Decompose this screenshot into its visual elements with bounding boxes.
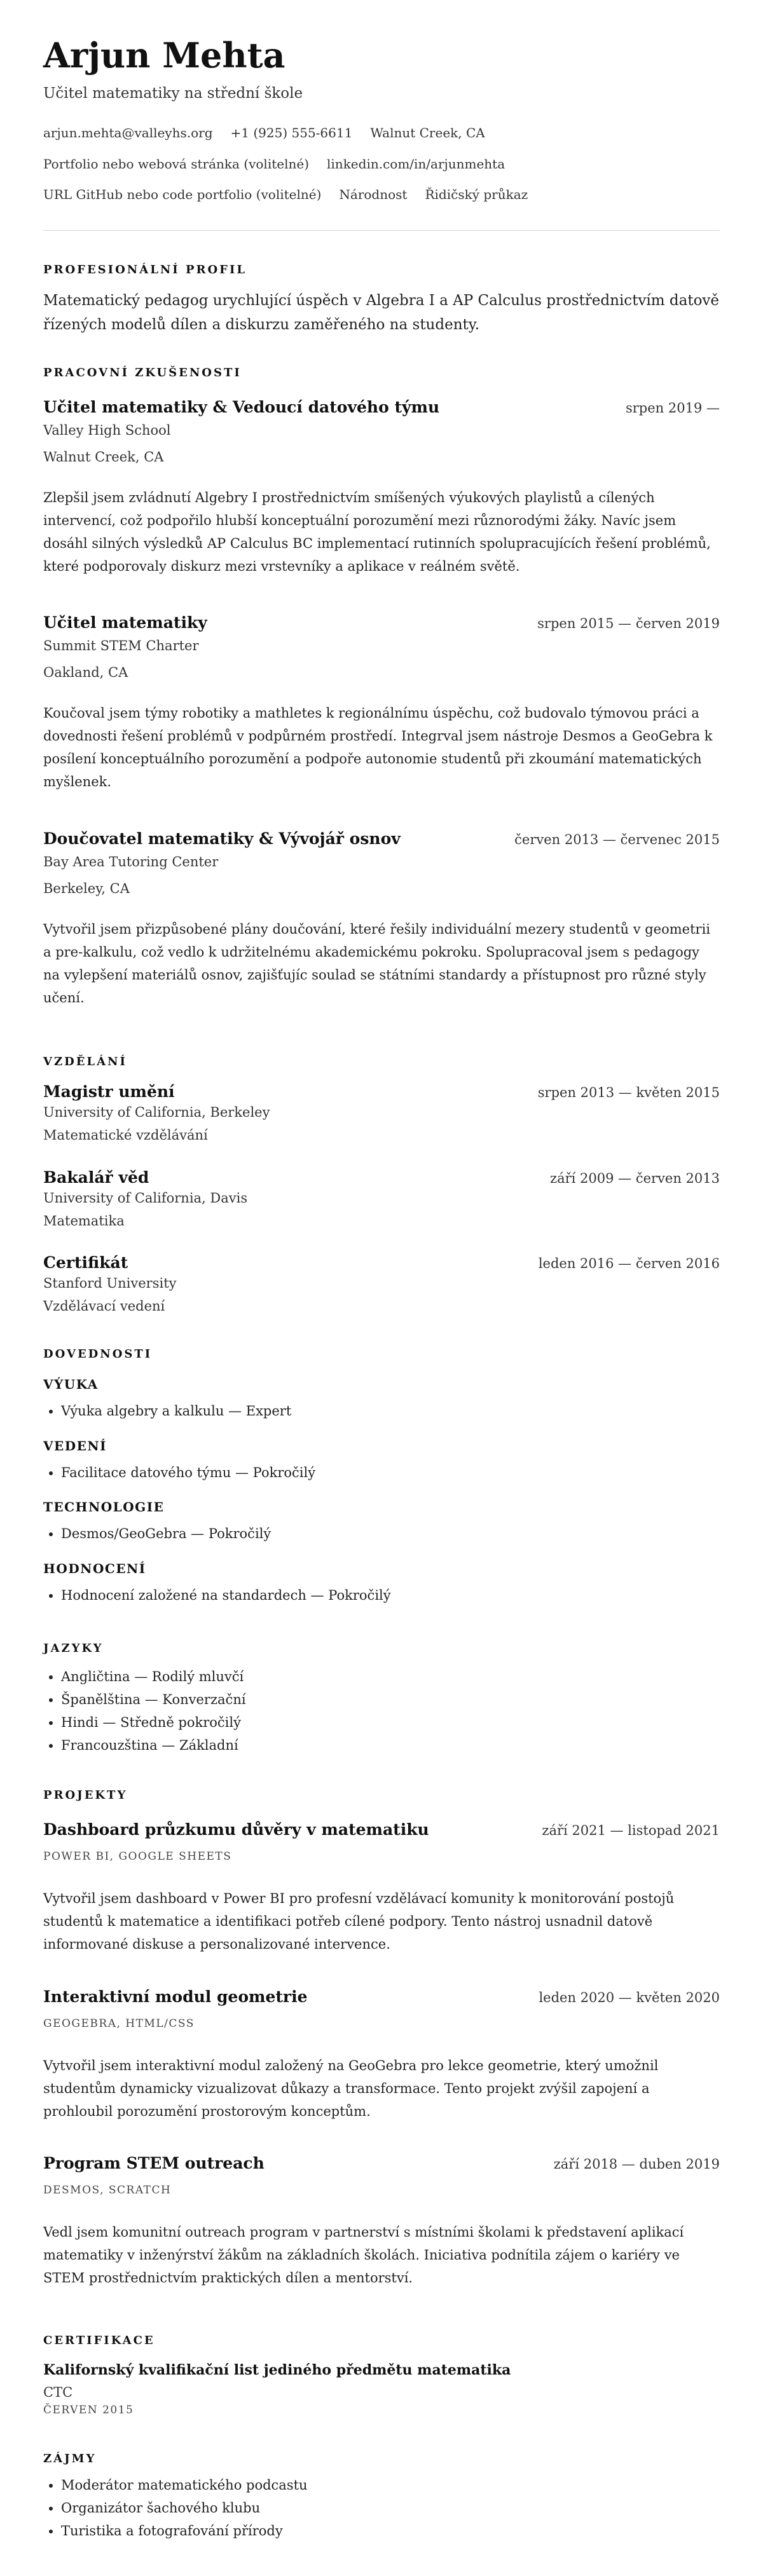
degree-field: Matematické vzdělávání	[43, 1128, 208, 1143]
license-text: Řidičský průkaz	[425, 187, 528, 202]
candidate-name: Arjun Mehta	[43, 35, 285, 76]
job-description: Zlepšil jsem zvládnutí Algebry I prostřednictvím smíšených výukových playlistů a cílených intervencí, což podpořilo hlubší konceptuální porozumění mezi různorodými žáky. Navíc jsem dosáhl silných výsledků AP Calculus BC implementací rutinních spolupracujících řešení problémů, které podporovaly diskurz mezi vrstevníky a aplikace v reálném světě.	[43, 490, 711, 574]
experience-item	[43, 613, 720, 793]
contact-row-3	[43, 187, 720, 202]
interest-item: • Organizátor šachového klubu	[61, 2497, 720, 2519]
skill-category: VEDENÍ	[43, 1438, 107, 1454]
project-date: leden 2020 — květen 2020	[539, 1990, 720, 2005]
certification-date: ČERVEN 2015	[43, 2404, 134, 2416]
project-title: Program STEM outreach	[43, 2154, 265, 2172]
language-item: • Angličtina — Rodilý mluvčí	[61, 1665, 720, 1688]
skill-group	[43, 1499, 720, 1545]
job-date: červen 2013 — červenec 2015	[514, 832, 720, 847]
contact-row-2	[43, 156, 720, 172]
profile-section-title: PROFESIONÁLNÍ PROFIL	[43, 263, 247, 276]
experience-section-title: PRACOVNÍ ZKUŠENOSTI	[43, 366, 242, 379]
job-title: Učitel matematiky	[43, 613, 207, 632]
experience-item	[43, 398, 720, 578]
education-item	[43, 1168, 720, 1229]
degree-title: Certifikát	[43, 1253, 128, 1272]
project-item	[43, 1987, 720, 2123]
degree-title: Magistr umění	[43, 1082, 175, 1101]
languages-section-title: JAZYKY	[43, 1642, 104, 1655]
degree-school: University of California, Berkeley	[43, 1105, 270, 1120]
project-description: Vytvořil jsem dashboard v Power BI pro profesní vzdělávací komunity k monitorování postojů studentů k matematice a identifikaci potřeb cílené podpory. Tento nástroj usnadnil datově informované diskuse a personalizované intervence.	[43, 1891, 675, 1952]
education-item	[43, 1253, 720, 1314]
nationality-text: Národnost	[339, 187, 408, 202]
project-tech: GEOGEBRA, HTML/CSS	[43, 2017, 195, 2030]
job-title: Doučovatel matematiky & Vývojář osnov	[43, 829, 401, 848]
github-link[interactable]: URL GitHub nebo code portfolio (volitelné)	[43, 187, 322, 202]
language-item: • Španělština — Konverzační	[61, 1688, 720, 1711]
skill-category: TECHNOLOGIE	[43, 1499, 165, 1515]
skill-item: • Desmos/GeoGebra — Pokročilý	[61, 1522, 720, 1545]
degree-date: srpen 2013 — květen 2015	[537, 1085, 720, 1100]
project-tech: DESMOS, SCRATCH	[43, 2184, 172, 2197]
languages-list	[43, 1665, 720, 1757]
certification-name: Kalifornský kvalifikační list jediného předmětu matematika	[43, 2362, 511, 2378]
certifications-section-title: CERTIFIKACE	[43, 2334, 155, 2347]
job-title: Učitel matematiky & Vedoucí datového týmu	[43, 398, 440, 416]
skill-group	[43, 1377, 720, 1422]
project-description: Vedl jsem komunitní outreach program v partnerství s místními školami k představení aplikací matematiky v inženýrství žákům na základních školách. Iniciativa podnítila zájem o kariéry ve STEM prostřednictvím praktických dílen a mentorství.	[43, 2225, 684, 2286]
project-title: Interaktivní modul geometrie	[43, 1987, 308, 2006]
job-description: Koučoval jsem týmy robotiky a mathletes k regionálnímu úspěchu, což budovalo týmovou práci a dovednosti řešení problémů v podpůrném prostředí. Integrval jsem nástroje Desmos a GeoGebra k posílení konceptuálního porozumění a podpoře autonomie studentů při zkoumání matematických myšlenek.	[43, 705, 713, 789]
header-divider	[43, 230, 720, 231]
interests-list	[43, 2474, 720, 2542]
experience-item	[43, 829, 720, 1009]
interest-item: • Turistika a fotografování přírody	[61, 2519, 720, 2542]
job-description: Vytvořil jsem přizpůsobené plány doučování, které řešily individuální mezery studentů v geometrii a pre-kalkulu, což vedlo k udržitelnému akademickému pokroku. Spolupracoval jsem s pedagogy na vylepšení materiálů osnov, zajišťujíc soulad se státními standardy a přístupnost pro různé styly učení.	[43, 922, 710, 1005]
location-text: Walnut Creek, CA	[370, 125, 485, 140]
degree-title: Bakalář věd	[43, 1168, 149, 1187]
language-item: • Hindi — Středně pokročilý	[61, 1711, 720, 1734]
education-section-title: VZDĚLÁNÍ	[43, 1055, 127, 1068]
degree-date: leden 2016 — červen 2016	[538, 1256, 720, 1271]
job-date: srpen 2015 — červen 2019	[537, 616, 720, 631]
skill-category: HODNOCENÍ	[43, 1561, 146, 1576]
email-link[interactable]: arjun.mehta@valleyhs.org	[43, 125, 213, 140]
skill-category: VÝUKA	[43, 1377, 99, 1392]
degree-date: září 2009 — červen 2013	[550, 1171, 720, 1186]
job-location: Berkeley, CA	[43, 881, 130, 896]
skills-section-title: DOVEDNOSTI	[43, 1347, 153, 1361]
education-item	[43, 1082, 720, 1143]
skill-item: • Facilitace datového týmu — Pokročilý	[61, 1461, 720, 1484]
job-org: Valley High School	[43, 423, 171, 438]
job-location: Walnut Creek, CA	[43, 449, 164, 465]
project-title: Dashboard průzkumu důvěry v matematiku	[43, 1820, 429, 1839]
skill-group	[43, 1438, 720, 1484]
profile-text: Matematický pedagog urychlující úspěch v Algebra I a AP Calculus prostřednictvím datově řízených modelů dílen a diskurzu zaměřeného na studenty.	[43, 292, 720, 333]
candidate-headline: Učitel matematiky na střední škole	[43, 85, 303, 102]
job-location: Oakland, CA	[43, 665, 128, 680]
project-item	[43, 2154, 720, 2289]
degree-school: Stanford University	[43, 1276, 177, 1291]
job-date: srpen 2019 —	[625, 400, 720, 416]
project-item	[43, 1820, 720, 1956]
project-tech: POWER BI, GOOGLE SHEETS	[43, 1850, 232, 1863]
projects-section-title: PROJEKTY	[43, 1789, 128, 1802]
interests-section-title: ZÁJMY	[43, 2452, 97, 2465]
certification-issuer: CTC	[43, 2385, 73, 2400]
project-description: Vytvořil jsem interaktivní modul založený na GeoGebra pro lekce geometrie, který umožnil studentům dynamicky vizualizovat důkazy a transformace. Tento projekt zvýšil zapojení a prohloubil porozumění prostorovým konceptům.	[43, 2058, 659, 2119]
linkedin-link[interactable]: linkedin.com/in/arjunmehta	[327, 156, 505, 172]
contact-row-1	[43, 125, 720, 140]
degree-field: Vzdělávací vedení	[43, 1298, 165, 1314]
job-org: Bay Area Tutoring Center	[43, 854, 219, 869]
phone-text: +1 (925) 555-6611	[230, 125, 353, 140]
skill-item: • Hodnocení založené na standardech — Pokročilý	[61, 1584, 720, 1607]
job-org: Summit STEM Charter	[43, 638, 199, 653]
interest-item: • Moderátor matematického podcastu	[61, 2474, 720, 2497]
portfolio-link[interactable]: Portfolio nebo webová stránka (volitelné)	[43, 156, 310, 172]
language-item: • Francouzština — Základní	[61, 1734, 720, 1757]
certification-item	[43, 2362, 720, 2416]
degree-school: University of California, Davis	[43, 1190, 248, 1206]
project-date: září 2018 — duben 2019	[553, 2157, 720, 2172]
project-date: září 2021 — listopad 2021	[542, 1823, 720, 1838]
skill-group	[43, 1561, 720, 1607]
degree-field: Matematika	[43, 1213, 125, 1229]
skill-item: • Výuka algebry a kalkulu — Expert	[61, 1400, 720, 1422]
